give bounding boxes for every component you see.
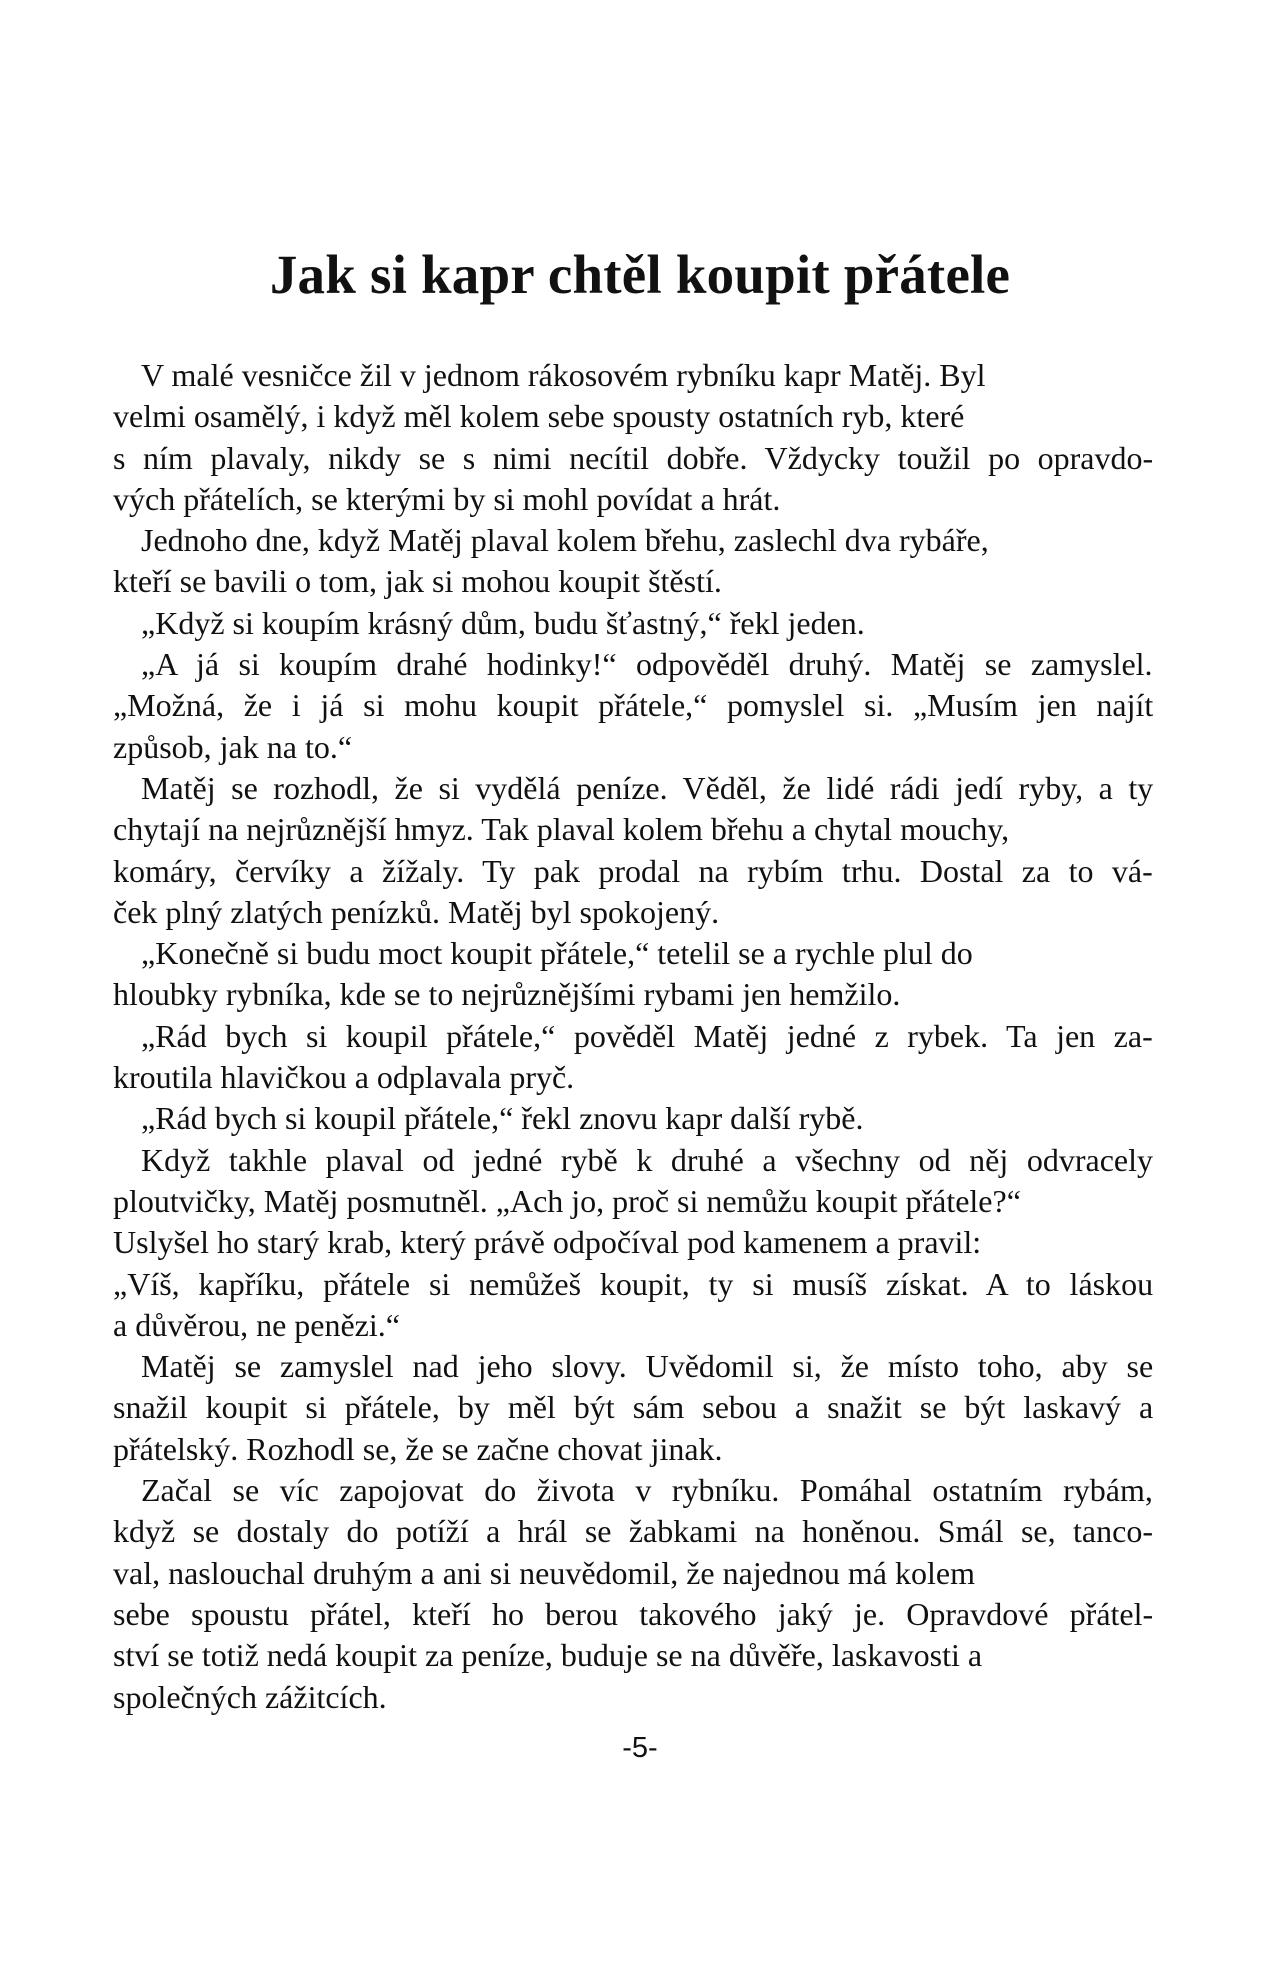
text-line: V malé vesničce žil v jednom rákosovém rybníku kapr Matěj. Byl xyxy=(141,357,986,393)
story-body xyxy=(113,355,1153,1718)
text-line: společných zážitcích. xyxy=(113,1678,387,1715)
text-line: a důvěrou, ne penězi.“ xyxy=(113,1306,400,1343)
text-line: když se dostaly do potíží a hrál se žabkami na honěnou. Smál se, tanco- xyxy=(113,1513,1153,1550)
text-line: chytají na nejrůznější hmyz. Tak plaval kolem břehu a chytal mouchy, xyxy=(113,811,1010,848)
text-line: kroutila hlavičkou a odplavala pryč. xyxy=(113,1059,575,1096)
text-line: val, naslouchal druhým a ani si neuvědomil, že najednou má kolem xyxy=(113,1554,975,1591)
text-line: „Víš, kapříku, přátele si nemůžeš koupit, ty si musíš získat. A to láskou xyxy=(113,1265,1154,1302)
text-line: kteří se bavili o tom, jak si mohou koupit štěstí. xyxy=(113,563,722,600)
page-number: -5- xyxy=(622,1732,658,1764)
text-line: ček plný zlatých penízků. Matěj byl spokojený. xyxy=(113,893,720,930)
text-line: ploutvičky, Matěj posmutněl. „Ach jo, proč si nemůžu koupit přátele?“ xyxy=(113,1182,1021,1219)
text-line: „Rád bych si koupil přátele,“ pověděl Matěj jedné z rybek. Ta jen za- xyxy=(141,1017,1153,1054)
text-line: Uslyšel ho starý krab, který právě odpočíval pod kamenem a pravil: xyxy=(113,1224,982,1261)
text-line: vých přátelích, se kterými by si mohl povídat a hrát. xyxy=(113,480,781,517)
text-line: „A já si koupím drahé hodinky!“ odpověděl druhý. Matěj se zamyslel. xyxy=(141,646,1153,683)
text-line: přátelský. Rozhodl se, že se začne chovat jinak. xyxy=(113,1430,723,1467)
text-line: „Rád bych si koupil přátele,“ řekl znovu kapr další rybě. xyxy=(141,1100,864,1137)
text-line: Jednoho dne, když Matěj plaval kolem břehu, zaslechl dva rybáře, xyxy=(141,522,989,559)
text-line: „Když si koupím krásný dům, budu šťastný,“ řekl jeden. xyxy=(141,604,865,641)
text-line: „Konečně si budu moct koupit přátele,“ tetelil se a rychle plul do xyxy=(141,935,973,972)
text-line: velmi osamělý, i když měl kolem sebe spousty ostatních ryb, které xyxy=(113,398,965,435)
text-line: Když takhle plaval od jedné rybě k druhé a všechny od něj odvracely xyxy=(141,1141,1154,1178)
text-line: ství se totiž nedá koupit za peníze, buduje se na důvěře, laskavosti a xyxy=(113,1637,983,1674)
story-title: Jak si kapr chtěl koupit přátele xyxy=(269,244,1011,305)
text-line: způsob, jak na to.“ xyxy=(113,728,353,765)
text-line: s ním plavaly, nikdy se s nimi necítil dobře. Vždycky toužil po opravdo- xyxy=(113,439,1154,476)
text-line: komáry, červíky a žížaly. Ty pak prodal na rybím trhu. Dostal za to vá- xyxy=(113,852,1153,889)
text-line: „Možná, že i já si mohu koupit přátele,“ pomyslel si. „Musím jen najít xyxy=(113,687,1154,724)
text-line: sebe spoustu přátel, kteří ho berou takového jaký je. Opravdové přátel- xyxy=(113,1595,1154,1632)
text-line: Matěj se rozhodl, že si vydělá peníze. Věděl, že lidé rádi jedí ryby, a ty xyxy=(141,769,1154,806)
text-line: Matěj se zamyslel nad jeho slovy. Uvědomil si, že místo toho, aby se xyxy=(141,1348,1154,1385)
text-line: hloubky rybníka, kde se to nejrůznějšími rybami jen hemžilo. xyxy=(113,976,901,1013)
text-line: snažil koupit si přátele, by měl být sám sebou a snažit se být laskavý a xyxy=(113,1389,1154,1426)
text-line: Začal se víc zapojovat do života v rybníku. Pomáhal ostatním rybám, xyxy=(141,1472,1153,1509)
